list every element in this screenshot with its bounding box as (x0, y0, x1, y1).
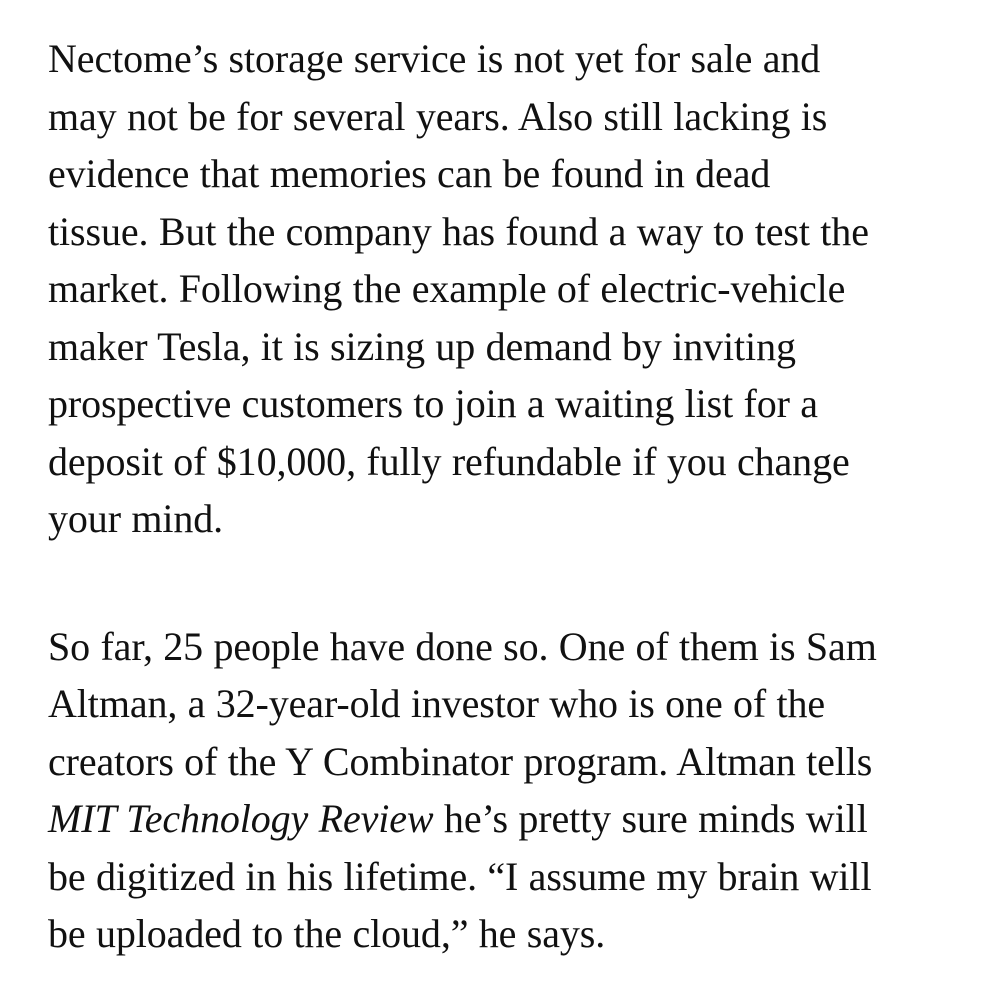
text-line: deposit of $10,000, fully refundable if you change (48, 438, 850, 484)
publication-title: MIT Technology Review (48, 796, 434, 841)
text-line: Altman, a 32-year-old investor who is one of the (48, 681, 826, 726)
text-line: prospective customers to join a waiting list for a (48, 381, 818, 426)
text-line: be uploaded to the cloud,” he says. (48, 911, 606, 956)
text-line: may not be for several years. Also still lacking is (48, 93, 828, 139)
text-line: So far, 25 people have done so. One of them is Sam (48, 623, 877, 669)
text-line: your mind. (48, 496, 224, 541)
text-line: creators of the Y Combinator program. Altman tells (48, 738, 873, 784)
text-line-with-publication-title (48, 790, 936, 848)
text-line: market. Following the example of electric-vehicle (48, 266, 846, 311)
text-line: maker Tesla, it is sizing up demand by inviting (48, 323, 796, 369)
text-line: tissue. But the company has found a way to test the (48, 208, 869, 254)
paragraph-2 (48, 618, 936, 963)
text-line: Nectome’s storage service is not yet for sale and (48, 36, 821, 81)
text-line-remainder: he’s pretty sure minds will (433, 796, 868, 841)
paragraph-1 (48, 30, 936, 548)
text-line: evidence that memories can be found in dead (48, 151, 771, 196)
article-body (48, 30, 936, 963)
text-line: be digitized in his lifetime. “I assume my brain will (48, 853, 872, 899)
